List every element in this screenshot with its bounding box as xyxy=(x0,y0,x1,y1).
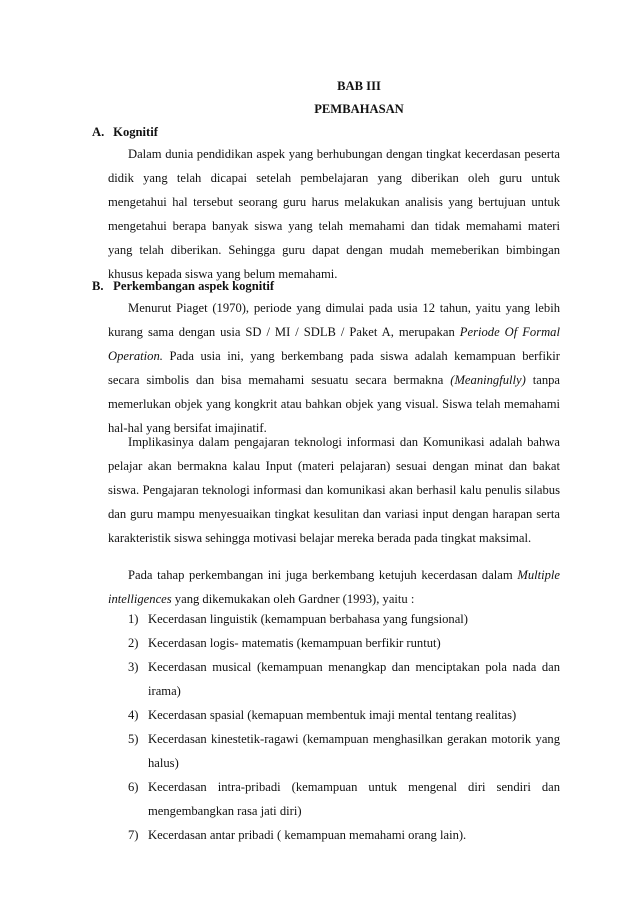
list-item xyxy=(128,703,560,727)
p1-text-1: Menurut Piaget (1970), periode yang dimulai pada usia 12 tahun, yaitu yang lebih kurang sama dengan usia SD / MI / SDLB / Paket A, merupakan xyxy=(108,301,560,339)
section-a-paragraph: Dalam dunia pendidikan aspek yang berhubungan dengan tingkat kecerdasan peserta didik yang telah dicapai setelah pembelajaran yang diberikan oleh guru untuk mengetahui hal tersebut seorang guru harus melakukan analisis yang bertujuan untuk mengetahui berapa banyak siswa yang telah memahami dan tidak memahami materi yang telah diberikan. Sehingga guru dapat dengan mudah memeberikan bimbingan khusus kepada siswa yang belum memahami. xyxy=(108,147,560,281)
list-item-text: Kecerdasan intra-pribadi (kemampuan untuk mengenal diri sendiri dan mengembangkan rasa jati diri) xyxy=(148,780,560,818)
list-item xyxy=(128,727,560,775)
list-item-text: Kecerdasan antar pribadi ( kemampuan memahami orang lain). xyxy=(148,828,467,842)
list-item xyxy=(128,775,560,823)
section-b-title: Perkembangan aspek kognitif xyxy=(113,279,275,293)
intelligences-list xyxy=(128,607,560,847)
list-item-text: Kecerdasan musical (kemampuan menangkap dan menciptakan pola nada dan irama) xyxy=(148,660,560,698)
p1-italic-1: Periode Of Formal Operation. xyxy=(108,325,560,363)
p1-text-2: Pada usia ini, yang berkembang pada siswa adalah kemampuan berfikir secara simbolis dan bisa memahami sesuatu secara bermakna xyxy=(108,349,560,387)
list-item xyxy=(128,823,560,847)
list-item xyxy=(128,631,560,655)
p1-italic-2: (Meaningfully) xyxy=(450,373,526,387)
section-b-paragraph-2: Implikasinya dalam pengajaran teknologi informasi dan Komunikasi adalah bahwa pelajar akan bermakna kalau Input (materi pelajaran) sesuai dengan minat dan bakat siswa. Pengajaran teknologi informasi dan komunikasi akan berhasil kalu penulis silabus dan guru mampu menyesuaikan tingkat kesulitan dan variasi input dengan harapan serta karakteristik siswa sehingga motivasi belajar mereka berada pada tingkat maksimal. xyxy=(108,435,560,545)
list-item-number: 2) xyxy=(128,636,139,650)
list-item-text: Kecerdasan kinestetik-ragawi (kemampuan menghasilkan gerakan motorik yang halus) xyxy=(148,732,560,770)
list-item-number: 6) xyxy=(128,780,139,794)
p3-text-1: Pada tahap perkembangan ini juga berkembang ketujuh kecerdasan dalam xyxy=(128,568,518,582)
chapter-heading: BAB III xyxy=(337,79,381,93)
p3-text-2: yang dikemukakan oleh Gardner (1993), yaitu : xyxy=(171,592,415,606)
section-b-paragraph-3 xyxy=(108,563,560,611)
list-item-number: 4) xyxy=(128,708,139,722)
chapter-title: PEMBAHASAN xyxy=(314,102,404,116)
p3-italic: Multiple intelligences xyxy=(108,568,560,606)
list-item-number: 3) xyxy=(128,660,139,674)
list-item xyxy=(128,607,560,631)
section-a-letter: A. xyxy=(92,125,105,139)
section-b-paragraph-1 xyxy=(108,296,560,440)
section-a-title: Kognitif xyxy=(113,125,158,139)
list-item-text: Kecerdasan linguistik (kemampuan berbahasa yang fungsional) xyxy=(148,612,468,626)
list-item-number: 5) xyxy=(128,732,139,746)
section-b-letter: B. xyxy=(92,279,104,293)
list-item-text: Kecerdasan logis- matematis (kemampuan berfikir runtut) xyxy=(148,636,441,650)
list-item-text: Kecerdasan spasial (kemapuan membentuk imaji mental tentang realitas) xyxy=(148,708,517,722)
section-b-heading xyxy=(92,274,274,298)
list-item xyxy=(128,655,560,703)
p1-text-3: tanpa memerlukan objek yang kongkrit atau bahkan objek yang visual. Siswa telah memahami hal-hal yang bersifat imajinatif. xyxy=(108,373,561,435)
list-item-number: 7) xyxy=(128,828,139,842)
section-a-heading xyxy=(92,120,158,144)
list-item-number: 1) xyxy=(128,612,139,626)
